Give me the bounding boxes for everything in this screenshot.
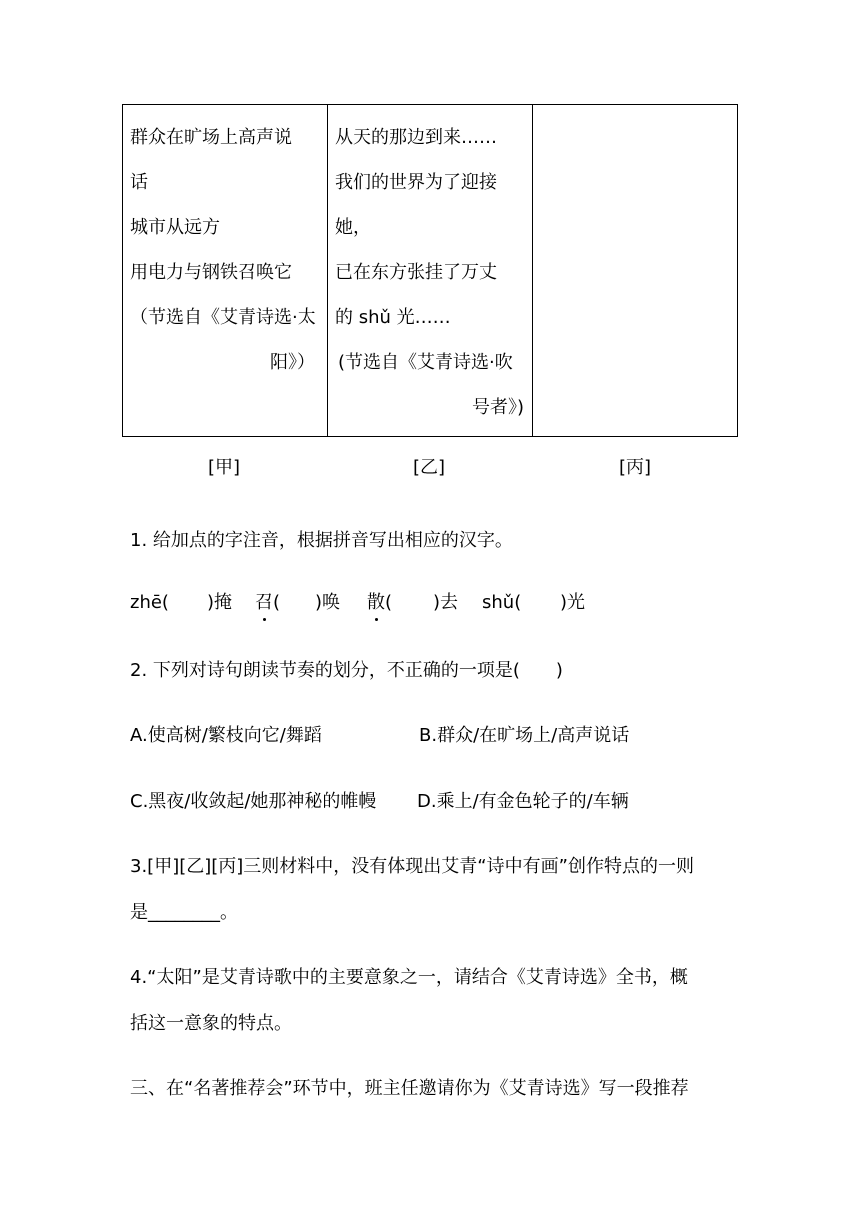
poem-line: 号者》) (471, 397, 524, 418)
pinyin-zhe: zhē( (130, 592, 169, 613)
question-2: 2. 下列对诗句朗读节奏的划分，不正确的一项是( ) (130, 660, 563, 681)
poem-table (122, 104, 738, 437)
question-3-line-2: 是________。 (130, 902, 238, 923)
poem-line: （节选自《艾青诗选·太 (130, 307, 316, 328)
poem-line: 城市从远方 (130, 217, 220, 238)
caption-yi: [乙] (413, 457, 446, 478)
blank-close-a: )掩 (207, 592, 233, 613)
question-2-option-a: A.使高树/繁枝向它/舞蹈 (130, 725, 322, 746)
question-2-option-b: B.群众/在旷场上/高声说话 (419, 725, 630, 746)
poem-line: (节选自《艾青诗选·吹 (338, 352, 513, 373)
question-2-option-c: C.黑夜/收敛起/她那神秘的帷幔 (130, 791, 377, 812)
blank-close-d: )光 (560, 592, 586, 613)
poem-cell-jia (123, 105, 328, 437)
poem-line: 阳》） (270, 352, 315, 373)
poem-line: 我们的世界为了迎接 (335, 172, 497, 193)
dotted-char-zhao: 召 (255, 590, 273, 616)
question-4-line-1: 4.“太阳”是艾青诗歌中的主要意象之一，请结合《艾青诗选》全书，概 (130, 967, 688, 988)
question-4-line-2: 括这一意象的特点。 (130, 1013, 292, 1034)
blank-close-b: )唤 (315, 592, 341, 613)
poem-line: 用电力与钢铁召唤它 (130, 262, 292, 283)
question-2-option-d: D.乘上/有金色轮子的/车辆 (417, 791, 629, 812)
poem-line: 已在东方张挂了万丈 (335, 262, 497, 283)
pinyin-shu: shǔ( (482, 592, 522, 613)
question-3-line-1: 3.[甲][乙][丙]三则材料中，没有体现出艾青“诗中有画”创作特点的一则 (130, 856, 694, 877)
section-3-line-1: 三、在“名著推荐会”环节中，班主任邀请你为《艾青诗选》写一段推荐 (130, 1078, 689, 1099)
question-1-answer-row (130, 590, 730, 616)
poem-line: 从天的那边到来…… (335, 127, 497, 148)
caption-jia: [甲] (208, 457, 241, 478)
question-1: 1. 给加点的字注音，根据拼音写出相应的汉字。 (130, 530, 513, 551)
poem-line: 她， (335, 217, 371, 238)
blank-open-b: ( (273, 592, 281, 613)
dotted-char-san: 散 (367, 590, 385, 616)
poem-cell-yi (328, 105, 533, 437)
poem-cell-bing (533, 105, 738, 437)
caption-bing: [丙] (619, 457, 652, 478)
blank-open-c: ( (385, 592, 393, 613)
poem-line: 群众在旷场上高声说 (130, 127, 292, 148)
poem-line: 话 (130, 172, 148, 193)
poem-line: 的 shǔ 光…… (335, 307, 451, 328)
blank-close-c: )去 (433, 592, 459, 613)
